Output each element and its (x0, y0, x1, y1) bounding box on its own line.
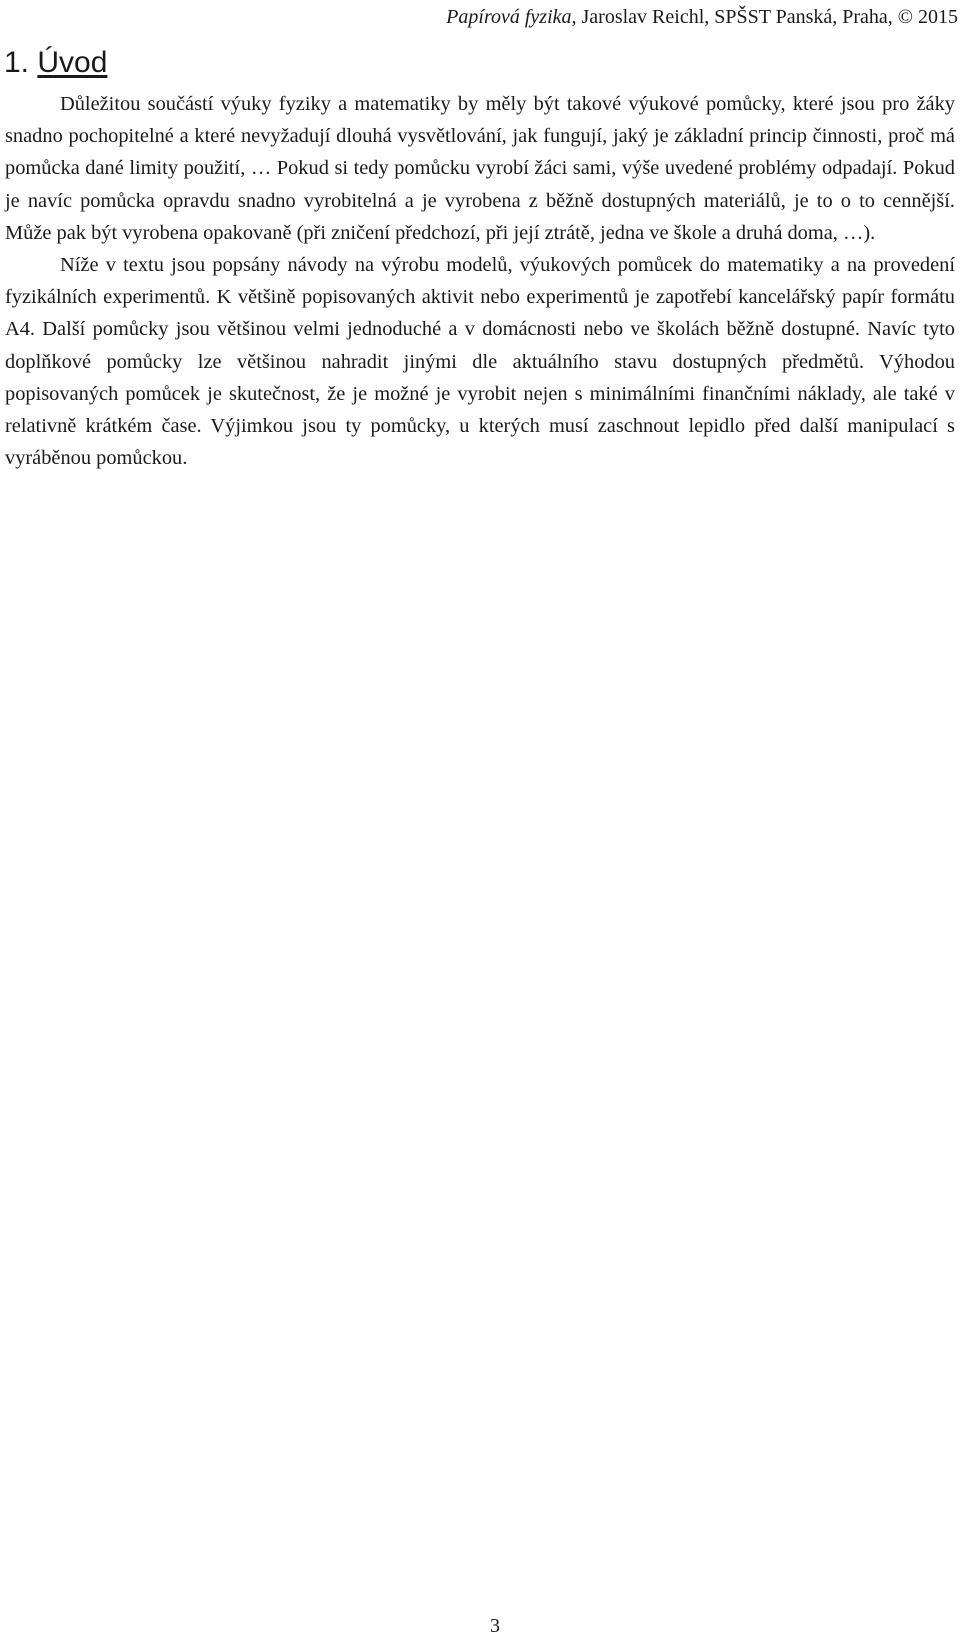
section-heading (4, 44, 107, 82)
body-text (5, 88, 955, 474)
page-number: 3 (490, 1615, 500, 1637)
paragraph: Níže v textu jsou popsány návody na výrobu modelů, výukových pomůcek do matematiky a na provedení fyzikálních experimentů. K většině popisovaných aktivit nebo experimentů je zapotřebí kancelářský papír formátu A4. Další pomůcky jsou většinou velmi jednoduché a v domácnosti nebo ve školách běžně dostupné. Navíc tyto doplňkové pomůcky lze většinou nahradit jinými dle aktuálního stavu dostupných předmětů. Výhodou popisovaných pomůcek je skutečnost, že je možné je vyrobit nejen s minimálními finančními náklady, ale také v relativně krátkém čase. Výjimkou jsou ty pomůcky, u kterých musí zaschnout lepidlo před další manipulací s vyráběnou pomůckou. (5, 254, 955, 470)
section-number: 1. (4, 46, 38, 79)
header-author-info: , Jaroslav Reichl, SPŠST Panská, Praha, © 2015 (571, 6, 958, 28)
section-title: Úvod (37, 46, 108, 79)
running-header (446, 4, 958, 30)
header-work-title: Papírová fyzika (446, 6, 572, 28)
paragraph: Důležitou součástí výuky fyziky a matematiky by měly být takové výukové pomůcky, které jsou pro žáky snadno pochopitelné a které nevyžadují dlouhá vysvětlování, jak fungují, jaký je základní princip činnosti, proč má pomůcka dané limity použití, … Pokud si tedy pomůcku vyrobí žáci sami, výše uvedené problémy odpadají. Pokud je navíc pomůcka opravdu snadno vyrobitelná a je vyrobena z běžně dostupných materiálů, je to o to cennější. Může pak být vyrobena opakovaně (při zničení předchozí, při její ztrátě, jedna ve škole a druhá doma, …). (5, 93, 955, 244)
